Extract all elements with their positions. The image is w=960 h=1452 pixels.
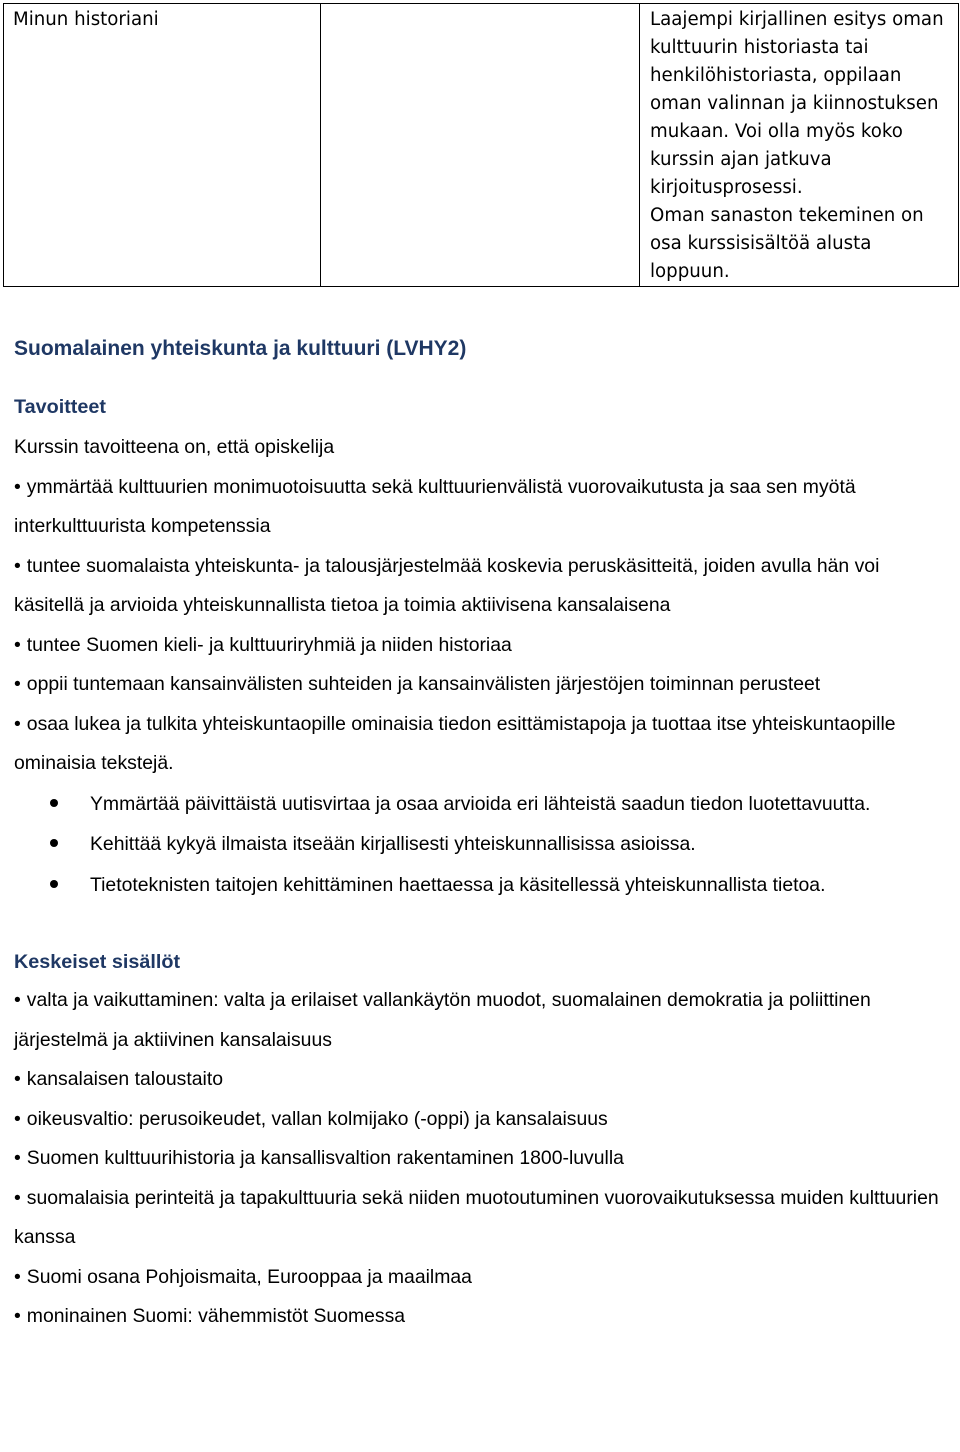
- content-item: [14, 1297, 946, 1337]
- content-heading: Keskeiset sisällöt: [14, 951, 181, 973]
- bullet-icon: •: [14, 1186, 21, 1209]
- bullet-icon: •: [14, 1305, 21, 1327]
- content-item: [14, 1100, 946, 1140]
- description-paragraph: Laajempi kirjallinen esitys oman kulttuurin historiasta tai henkilöhistoriasta, oppilaan oman valinnan ja kiinnostuksen mukaan. Voi olla myös koko kurssin ajan jatkuva kirjoitusprosessi.: [650, 9, 944, 198]
- content-text: Suomi osana Pohjoismaita, Eurooppaa ja maailmaa: [26, 1265, 472, 1288]
- bullet-icon: •: [14, 633, 21, 656]
- goal-text: oppii tuntemaan kansainvälisten suhteiden ja kansainvälisten järjestöjen toiminnan perusteet: [26, 673, 821, 695]
- table-cell-empty: [321, 4, 640, 287]
- extra-goal-text: Ymmärtää päivittäistä uutisvirtaa ja osaa arvioida eri lähteistä saadun tiedon luotettavuutta.: [90, 792, 871, 815]
- goals-intro: Kurssin tavoitteena on, että opiskelija: [14, 436, 335, 458]
- content-item: [14, 1139, 946, 1179]
- topic-text: Minun historiani: [13, 9, 159, 30]
- bullet-icon: •: [14, 712, 21, 735]
- bullet-icon: •: [14, 673, 21, 695]
- course-title: Suomalainen yhteiskunta ja kulttuuri (LVHY2): [14, 337, 467, 360]
- course-section: [14, 336, 946, 1337]
- table-cell-topic: [4, 4, 321, 287]
- goal-item: [14, 665, 946, 705]
- extra-goal-text: Tietoteknisten taitojen kehittäminen haettaessa ja käsitellessä yhteiskunnallista tietoa.: [90, 873, 826, 896]
- bullet-icon: •: [14, 1068, 21, 1090]
- content-text: valta ja vaikuttaminen: valta ja erilaiset vallankäytön muodot, suomalainen demokratia ja poliittinen järjestelmä ja aktiivinen kansalaisuus: [14, 989, 871, 1051]
- goal-text: osaa lukea ja tulkita yhteiskuntaopille ominaisia tiedon esittämistapoja ja tuottaa itse yhteiskuntaopille ominaisia tekstejä.: [14, 712, 896, 774]
- content-text: Suomen kulttuurihistoria ja kansallisvaltion rakentaminen 1800-luvulla: [26, 1147, 624, 1169]
- goal-item: [14, 626, 946, 666]
- content-text: moninainen Suomi: vähemmistöt Suomessa: [26, 1305, 406, 1327]
- extra-goal-item: [14, 865, 946, 906]
- content-text: kansalaisen taloustaito: [26, 1068, 223, 1090]
- bullet-icon: •: [14, 1265, 21, 1288]
- bullet-icon: •: [14, 1107, 21, 1130]
- bullet-icon: •: [14, 475, 21, 498]
- table-row: [4, 4, 959, 287]
- extra-goals-list: [14, 784, 946, 906]
- content-item: [14, 1060, 946, 1100]
- content-item: [14, 1179, 946, 1258]
- content-item: [14, 981, 946, 1060]
- description-paragraph: Oman sanaston tekeminen on osa kurssisisältöä alusta loppuun.: [650, 205, 924, 282]
- bullet-dot-icon: [50, 799, 58, 807]
- goal-item: [14, 547, 946, 626]
- curriculum-table: [3, 3, 959, 287]
- goals-list: [14, 468, 946, 784]
- table-cell-description: [640, 4, 959, 287]
- bullet-icon: •: [14, 989, 21, 1011]
- content-text: suomalaisia perinteitä ja tapakulttuuria sekä niiden muotoutuminen vuorovaikutuksessa muiden kulttuurien kanssa: [14, 1186, 939, 1248]
- goal-text: ymmärtää kulttuurien monimuotoisuutta sekä kulttuurienvälistä vuorovaikutusta ja saa sen myötä interkulttuurista kompetenssia: [14, 475, 856, 537]
- bullet-dot-icon: [50, 880, 58, 888]
- content-text: oikeusvaltio: perusoikeudet, vallan kolmijako (-oppi) ja kansalaisuus: [26, 1107, 608, 1130]
- goal-item: [14, 705, 946, 784]
- bullet-icon: •: [14, 1147, 21, 1169]
- extra-goal-text: Kehittää kykyä ilmaista itseään kirjallisesti yhteiskunnallisissa asioissa.: [90, 833, 696, 855]
- bullet-icon: •: [14, 554, 21, 577]
- goal-text: tuntee Suomen kieli- ja kulttuuriryhmiä ja niiden historiaa: [26, 633, 512, 656]
- content-item: [14, 1258, 946, 1298]
- goal-text: tuntee suomalaista yhteiskunta- ja talousjärjestelmää koskevia peruskäsitteitä, joiden avulla hän voi käsitellä ja arvioida yhteiskunnallista tietoa ja toimia aktiivisena kansalaisena: [14, 554, 880, 616]
- contents-list: [14, 981, 946, 1337]
- extra-goal-item: [14, 824, 946, 865]
- extra-goal-item: [14, 784, 946, 825]
- goal-item: [14, 468, 946, 547]
- goals-heading: Tavoitteet: [14, 396, 106, 418]
- bullet-dot-icon: [50, 839, 58, 847]
